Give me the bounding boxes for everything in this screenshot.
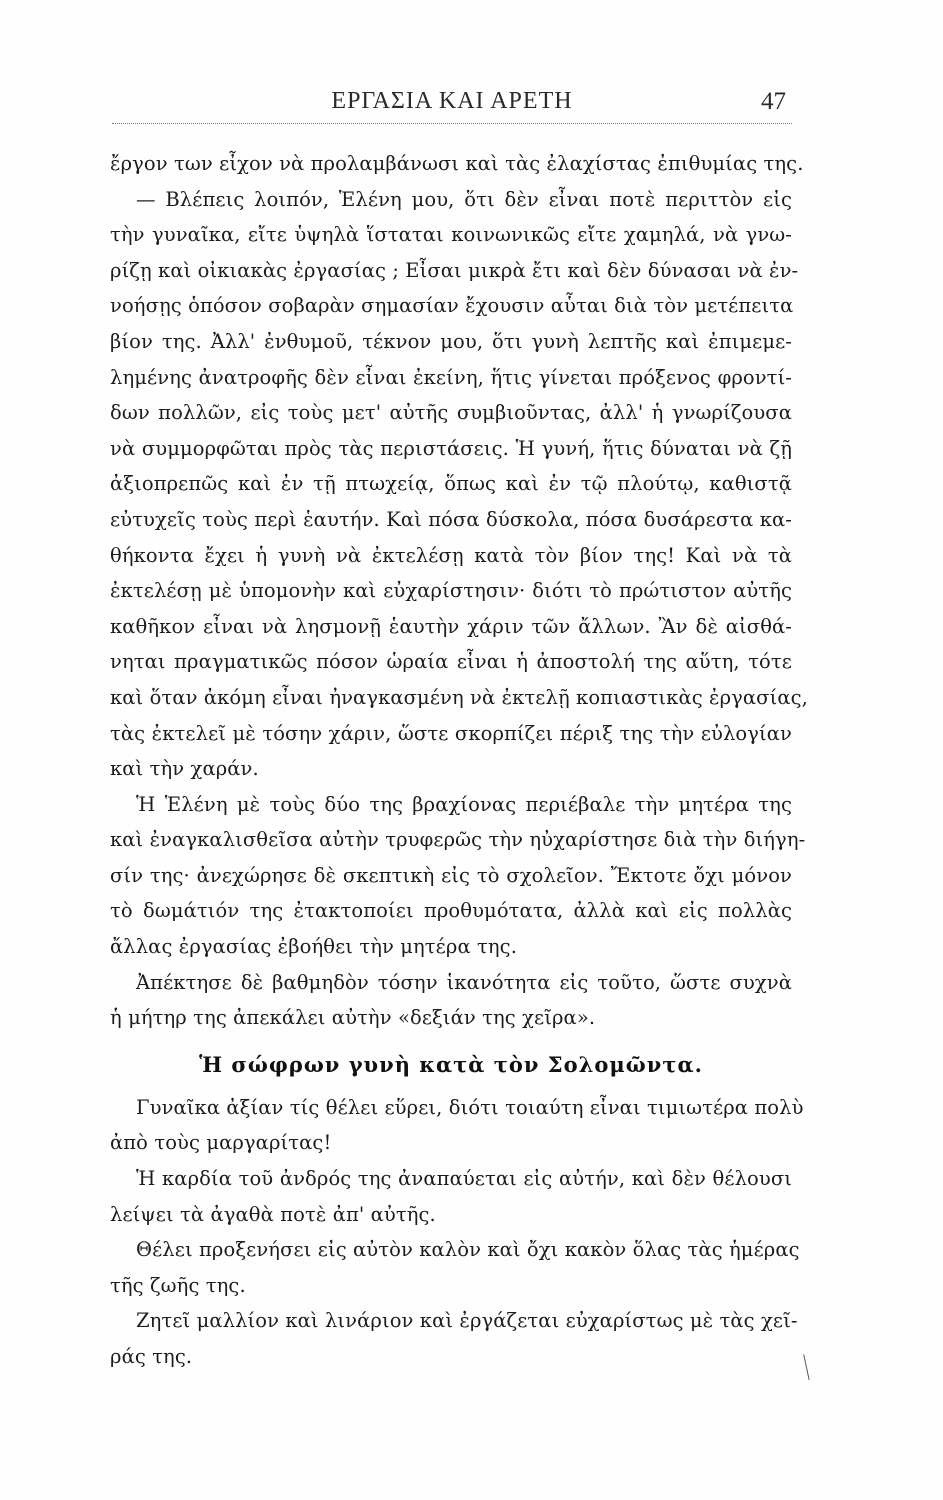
text-line: νὰ συμμορφῶται πρὸς τὰς περιστάσεις. Ἡ γυνή, ἥτις δύναται νὰ ζῇ [110, 436, 792, 460]
text-line: θήκοντα ἔχει ἡ γυνὴ νὰ ἐκτελέσῃ κατὰ τὸν βίον της! Καὶ νὰ τὰ [110, 543, 792, 567]
text-line: δων πολλῶν, εἰς τοὺς μετ' αὐτῆς συμβιοῦντας, ἀλλ' ἡ γνωρίζουσα [110, 401, 792, 425]
text-line: ἡ μήτηρ της ἀπεκάλει αὐτὴν «δεξιάν της χεῖρα». [110, 1006, 596, 1030]
text-line: Γυναῖκα ἀξίαν τίς θέλει εὕρει, διότι τοιαύτη εἶναι τιμιωτέρα πολὺ [136, 1095, 804, 1119]
text-line: καθῆκον εἶναι νὰ λησμονῇ ἑαυτὴν χάριν τῶν ἄλλων. Ἂν δὲ αἰσθά- [110, 614, 792, 638]
text-line: τὰς ἐκτελεῖ μὲ τόσην χάριν, ὥστε σκορπίζει πέριξ της τὴν εὐλογίαν [110, 721, 792, 745]
text-line: τὸ δωμάτιόν της ἐτακτοποίει προθυμότατα, ἀλλὰ καὶ εἰς πολλὰς [110, 899, 792, 923]
text-line: Ζητεῖ μαλλίον καὶ λινάριον καὶ ἐργάζεται εὐχαρίστως μὲ τὰς χεῖ- [136, 1309, 798, 1333]
text-line: καὶ ὅταν ἀκόμη εἶναι ἠναγκασμένη νὰ ἐκτελῇ κοπιαστικὰς ἐργασίας, [110, 685, 808, 709]
text-line: ἔργον των εἶχον νὰ προλαμβάνωσι καὶ τὰς ἐλαχίστας ἐπιθυμίας της. [110, 152, 804, 175]
page-number: 47 [761, 88, 786, 115]
text-line: καὶ ἐναγκαλισθεῖσα αὐτὴν τρυφερῶς τὴν ηὐχαρίστησε διὰ τὴν διήγη- [110, 828, 806, 852]
text-line: ἀξιοπρεπῶς καὶ ἐν τῇ πτωχείᾳ, ὅπως καὶ ἐν τῷ πλούτῳ, καθιστᾷ [110, 472, 792, 496]
text-line: νηται πραγματικῶς πόσον ὡραία εἶναι ἡ ἀποστολή της αὕτη, τότε [110, 650, 792, 674]
text-line: τὴν γυναῖκα, εἴτε ὑψηλὰ ἵσταται κοινωνικῶς εἴτε χαμηλά, νὰ γνω- [110, 223, 792, 247]
text-line: ἀπὸ τοὺς μαργαρίτας! [110, 1131, 332, 1155]
text-line: ἐκτελέσῃ μὲ ὑπομονὴν καὶ εὐχαρίστησιν· διότι τὸ πρώτιστον αὐτῆς [110, 579, 792, 603]
text-line: Ἡ καρδία τοῦ ἀνδρός της ἀναπαύεται εἰς αὐτήν, καὶ δὲν θέλουσι [136, 1167, 792, 1191]
section-heading: Ἡ σώφρων γυνὴ κατὰ τὸν Σολομῶντα. [199, 1051, 703, 1077]
text-line: λημένης ἀνατροφῆς δὲν εἶναι ἐκείνη, ἥτις γίνεται πρόξενος φροντί- [110, 365, 792, 389]
text-line: καὶ τὴν χαράν. [110, 757, 259, 781]
stray-pencil-mark [795, 1354, 809, 1381]
text-line: — Βλέπεις λοιπόν, Ἑλένη μου, ὅτι δὲν εἶναι ποτὲ περιττὸν εἰς [136, 187, 792, 211]
text-line: σίν της· ἀνεχώρησε δὲ σκεπτικὴ εἰς τὸ σχολεῖον. Ἔκτοτε ὄχι μόνον [110, 863, 792, 887]
body-text [110, 146, 808, 1375]
text-line: Ἡ Ἑλένη μὲ τοὺς δύο της βραχίονας περιέβαλε τὴν μητέρα της [136, 792, 792, 816]
header-rule [112, 123, 792, 124]
running-title: ΕΡΓΑΣΙΑ ΚΑΙ ΑΡΕΤΗ [331, 88, 573, 114]
text-line: ράς της. [110, 1345, 193, 1368]
text-line: τῆς ζωῆς της. [110, 1273, 246, 1297]
running-header [112, 88, 792, 128]
text-line: βίον της. Ἀλλ' ἐνθυμοῦ, τέκνον μου, ὅτι γυνὴ λεπτῆς καὶ ἐπιμεμε- [110, 329, 792, 353]
text-line: Ἀπέκτησε δὲ βαθμηδὸν τόσην ἱκανότητα εἰς τοῦτο, ὥστε συχνὰ [136, 970, 792, 994]
text-line: εὐτυχεῖς τοὺς περὶ ἑαυτήν. Καὶ πόσα δύσκολα, πόσα δυσάρεστα κα- [110, 507, 792, 531]
text-line: νοήσῃς ὁπόσον σοβαρὰν σημασίαν ἔχουσιν αὗται διὰ τὸν μετέπειτα [110, 294, 794, 318]
text-line: λείψει τὰ ἀγαθὰ ποτὲ ἀπ' αὐτῆς. [110, 1202, 436, 1226]
text-line: ρίζῃ καὶ οἰκιακὰς ἐργασίας ; Εἶσαι μικρὰ ἔτι καὶ δὲν δύνασαι νὰ ἐν- [110, 258, 799, 282]
text-line: ἄλλας ἐργασίας ἐβοήθει τὴν μητέρα της. [110, 935, 518, 959]
text-line: Θέλει προξενήσει εἰς αὐτὸν καλὸν καὶ ὄχι κακὸν ὅλας τὰς ἡμέρας [136, 1238, 800, 1262]
